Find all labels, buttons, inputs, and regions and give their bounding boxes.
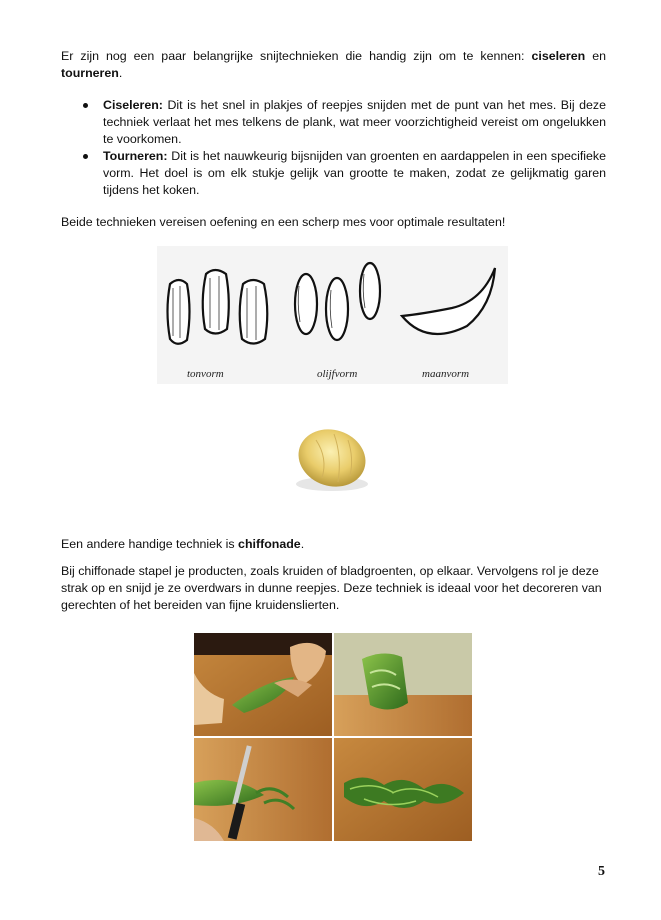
barrel-shape-icon xyxy=(168,280,190,344)
bullet-icon xyxy=(83,103,88,108)
label-olijfvorm: olijfvorm xyxy=(317,368,358,380)
bullet-term: Tourneren: xyxy=(103,149,168,163)
chiffonade-photo-collage xyxy=(194,633,472,841)
bullet-text: Dit is het snel in plakjes of reepjes snijden met de punt van het mes. Bij deze techniek verlaat het mes telkens de plank, wat meer voorzichtigheid vereist om ongelukken te voorkomen. xyxy=(103,98,606,146)
label-maanvorm: maanvorm xyxy=(422,368,470,380)
olive-shape-icon xyxy=(326,278,348,340)
collage-panel-stacking xyxy=(194,633,332,736)
summary-text: Beide technieken vereisen oefening en een scherp mes voor optimale resultaten! xyxy=(61,215,506,229)
collage-panel-cutting xyxy=(194,738,332,841)
turned-potato-photo xyxy=(288,412,376,502)
term-chiffonade: chiffonade xyxy=(238,537,301,551)
bullet-text: Dit is het nauwkeurig bijsnijden van groenten en aardappelen in een specifieke vorm. Het doel is om elk stukje gelijk van grootte te maken, zodat ze gelijkmatig garen tijdens het koken. xyxy=(103,149,606,197)
bullet-term: Ciseleren: xyxy=(103,98,163,112)
collage-panel-ribbons xyxy=(334,738,472,841)
bullet-icon xyxy=(83,154,88,159)
page-number: 5 xyxy=(598,864,605,879)
list-item xyxy=(61,148,606,199)
chiffonade-intro xyxy=(61,536,606,553)
barrel-shape-icon xyxy=(240,280,268,344)
list-item xyxy=(61,97,606,148)
collage-panel-rolled xyxy=(334,633,472,736)
chiffonade-intro-text: Een andere handige techniek is xyxy=(61,537,239,551)
intro-text-end: . xyxy=(118,66,123,80)
tourne-shapes-figure xyxy=(157,246,508,384)
label-tonvorm: tonvorm xyxy=(187,368,224,380)
intro-text: Er zijn nog een paar belangrijke snijtechnieken die handig zijn om te kennen: xyxy=(61,49,532,63)
intro-paragraph xyxy=(61,48,606,82)
intro-text-mid: en xyxy=(585,49,606,63)
term-ciseleren: ciseleren xyxy=(531,49,586,63)
term-tourneren: tourneren xyxy=(61,66,119,80)
chiffonade-description: Bij chiffonade stapel je producten, zoals kruiden of bladgroenten, op elkaar. Vervolgens rol je deze strak op en snijd je ze overdwars in dunne reepjes. Deze techniek is ideaal voor het decoreren van gerechten of het bereiden van fijne kruidenslierten. xyxy=(61,564,602,612)
chiffonade-intro-end: . xyxy=(300,537,305,551)
technique-list xyxy=(61,97,606,199)
barrel-shape-icon xyxy=(203,270,229,334)
